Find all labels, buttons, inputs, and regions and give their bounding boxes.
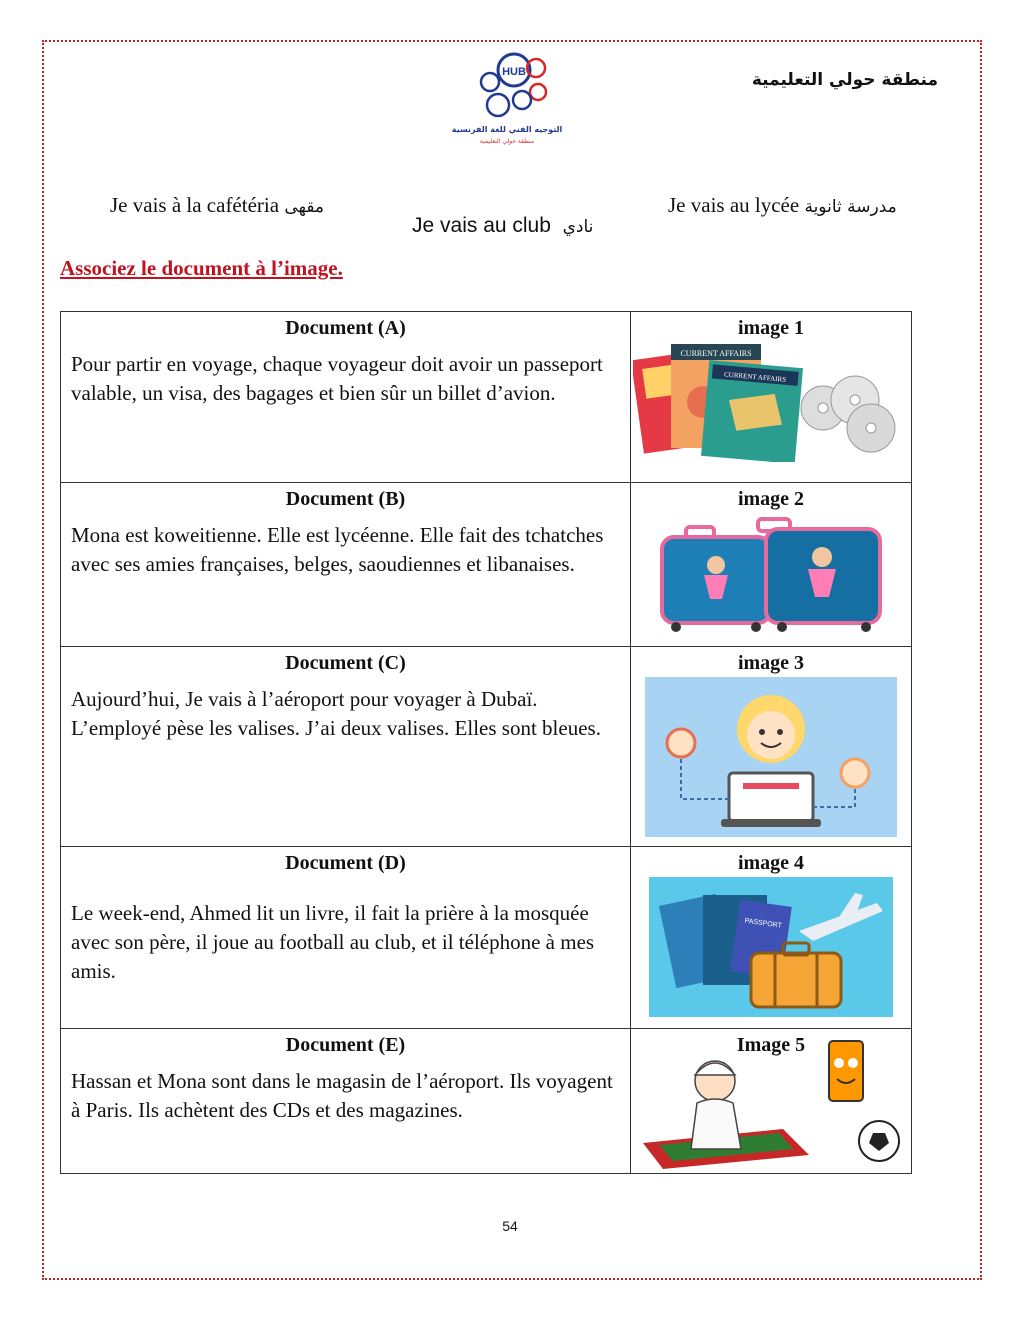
svg-text:CURRENT AFFAIRS: CURRENT AFFAIRS	[680, 349, 752, 358]
image-title: image 2	[737, 488, 805, 510]
image-title: image 3	[737, 652, 805, 674]
document-title: Document (B)	[285, 488, 406, 510]
table-row	[61, 483, 912, 647]
table-row	[61, 647, 912, 847]
prayer-book-football-picture	[633, 1029, 911, 1173]
svg-text:التوجيه الفني للغة الفرنسية: التوجيه الفني للغة الفرنسية	[452, 125, 562, 134]
vocab-lycee: Je vais au lycée مدرسة ثانوية	[668, 193, 897, 217]
svg-text:منطقة حولي التعليمية: منطقة حولي التعليمية	[479, 138, 535, 145]
table-row	[61, 312, 912, 483]
travel-items-picture	[649, 877, 893, 1017]
page-number: 54	[502, 1218, 518, 1234]
document-title: Document (E)	[285, 1034, 406, 1056]
document-title: Document (A)	[285, 317, 406, 339]
online-chat-picture	[645, 677, 897, 837]
matching-table	[60, 311, 912, 1174]
document-title: Document (C)	[285, 652, 406, 674]
document-text: Aujourd’hui, Je vais à l’aéroport pour voyager à Dubaï. L’employé pèse les valises. J’ai deux valises. Elles sont bleues.	[71, 687, 601, 740]
document-cell	[61, 647, 631, 847]
document-text: Mona est koweitienne. Elle est lycéenne. Elle fait des tchatches avec ses amies françaises, belges, saoudiennes et libanaises.	[71, 523, 604, 576]
svg-text:CURRENT AFFAIRS: CURRENT AFFAIRS	[723, 370, 787, 384]
vocab-cafeteria: Je vais à la cafétéria مقهى	[110, 193, 325, 217]
document-title: Document (D)	[285, 852, 406, 874]
hub-logo	[452, 50, 562, 150]
svg-text:HUB: HUB	[502, 66, 526, 78]
vocab-club: Je vais au club نادي	[412, 214, 594, 237]
document-cell	[61, 847, 631, 1029]
suitcases-picture	[656, 513, 886, 635]
region-title: منطقة حولي التعليمية	[751, 70, 938, 90]
image-cell	[631, 847, 912, 1029]
image-title: image 4	[737, 852, 805, 874]
document-cell	[61, 1029, 631, 1174]
magazines-cds-picture	[633, 342, 909, 462]
document-cell	[61, 312, 631, 483]
image-title: image 1	[737, 317, 805, 339]
document-cell	[61, 483, 631, 647]
document-text: Pour partir en voyage, chaque voyageur doit avoir un passeport valable, un visa, des bagages et bien sûr un billet d’avion.	[71, 352, 603, 405]
instruction: Associez le document à l’image.	[60, 256, 343, 280]
table-row	[61, 1029, 912, 1174]
document-text: Le week-end, Ahmed lit un livre, il fait la prière à la mosquée avec son père, il joue au football au club, et il téléphone à mes amis.	[71, 901, 595, 983]
image-cell	[631, 312, 912, 483]
svg-text:PASSPORT: PASSPORT	[744, 917, 783, 930]
document-text: Hassan et Mona sont dans le magasin de l’aéroport. Ils voyagent à Paris. Ils achètent des CDs et des magazines.	[71, 1069, 613, 1122]
image-cell	[631, 647, 912, 847]
table-row	[61, 847, 912, 1029]
image-cell	[631, 483, 912, 647]
image-title: Image 5	[736, 1034, 806, 1056]
image-cell	[631, 1029, 912, 1174]
